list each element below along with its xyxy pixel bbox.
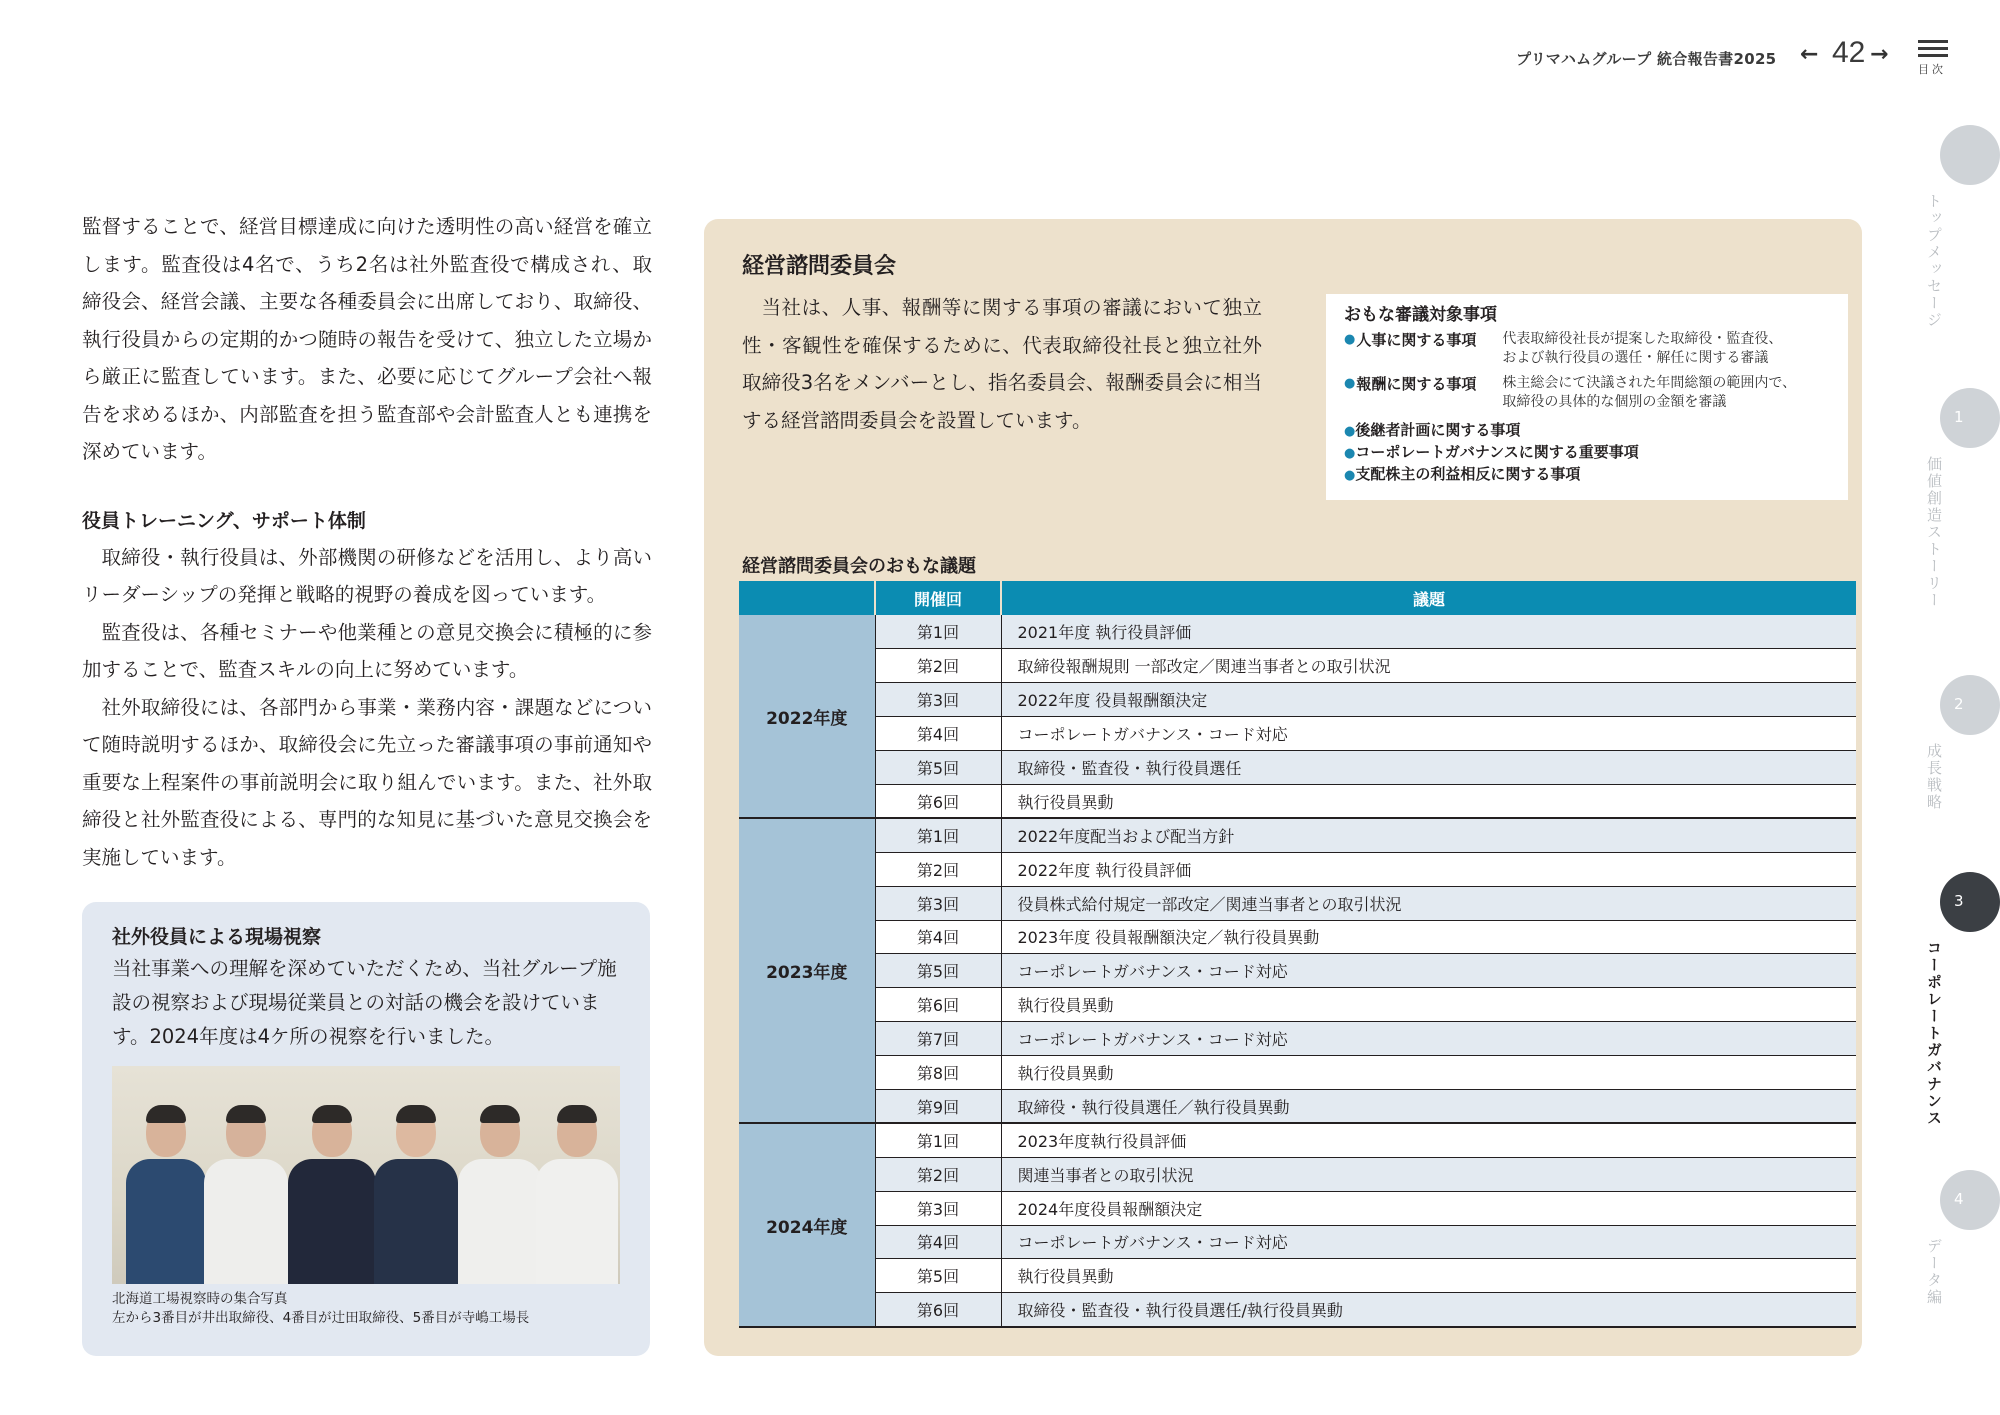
- topic-cell: 執行役員異動: [1001, 988, 1856, 1022]
- sidenav-item-data[interactable]: [1918, 1170, 2000, 1306]
- site-visit-title: 社外役員による現場視察: [112, 926, 322, 948]
- round-cell: 第3回: [875, 683, 1001, 717]
- site-visit-box: [82, 902, 650, 1356]
- topic-item: ●後継者計画に関する事項: [1344, 421, 1521, 439]
- report-title: プリマハムグループ 統合報告書2025: [1516, 50, 1777, 68]
- topic-cell: 2024年度役員報酬額決定: [1001, 1191, 1856, 1225]
- topic-cell: 2022年度配当および配当方針: [1001, 818, 1856, 852]
- col-header-year: [739, 581, 875, 615]
- round-cell: 第1回: [875, 818, 1001, 852]
- sidenav-label: データ編: [1925, 1238, 1943, 1306]
- round-cell: 第2回: [875, 649, 1001, 683]
- round-cell: 第6回: [875, 988, 1001, 1022]
- sidenav-label: 成長戦略: [1925, 743, 1943, 811]
- topic-cell: 2021年度 執行役員評価: [1001, 615, 1856, 649]
- sidenav-item-top-message[interactable]: [1918, 125, 2000, 329]
- topic-item: [1344, 374, 1830, 412]
- advisory-committee-title: 経営諮問委員会: [742, 254, 897, 279]
- topic-cell: 取締役報酬規則 一部改定／関連当事者との取引状況: [1001, 649, 1856, 683]
- main-topics-box: [1326, 294, 1848, 500]
- agenda-table: [739, 581, 1856, 1328]
- topic-cell: 執行役員異動: [1001, 1259, 1856, 1293]
- topic-cell: 取締役・執行役員選任／執行役員異動: [1001, 1089, 1856, 1123]
- table-row: [739, 784, 1856, 818]
- table-row: [739, 615, 1856, 649]
- topic-cell: 2023年度執行役員評価: [1001, 1123, 1856, 1157]
- section-tab-circle: 3: [1940, 872, 2000, 932]
- table-row: [739, 751, 1856, 785]
- round-cell: 第9回: [875, 1089, 1001, 1123]
- topic-desc: 代表取締役社長が提案した取締役・監査役、 および執行役員の選任・解任に関する審議: [1502, 331, 1783, 366]
- round-cell: 第4回: [875, 920, 1001, 954]
- topic-cell: コーポレートガバナンス・コード対応: [1001, 717, 1856, 751]
- table-row: [739, 886, 1856, 920]
- next-page-arrow-icon[interactable]: →: [1870, 42, 1889, 67]
- hamburger-menu-icon: [1918, 40, 1948, 43]
- table-row: [739, 988, 1856, 1022]
- topic-cell: コーポレートガバナンス・コード対応: [1001, 954, 1856, 988]
- table-row: [739, 1191, 1856, 1225]
- table-row: [739, 1123, 1856, 1157]
- bullet-icon: ●: [1344, 424, 1356, 439]
- table-row: [739, 1225, 1856, 1259]
- table-row: [739, 683, 1856, 717]
- round-cell: 第4回: [875, 717, 1001, 751]
- sidenav-label: トップメッセージ: [1925, 193, 1943, 329]
- table-row: [739, 1056, 1856, 1090]
- round-cell: 第3回: [875, 886, 1001, 920]
- topic-item: [1344, 330, 1830, 368]
- col-header-round: 開催回: [875, 581, 1001, 615]
- year-cell: 2024年度: [739, 1123, 875, 1326]
- year-cell: 2023年度: [739, 818, 875, 1123]
- topic-cell: 執行役員異動: [1001, 1056, 1856, 1090]
- round-cell: 第2回: [875, 852, 1001, 886]
- round-cell: 第1回: [875, 1123, 1001, 1157]
- round-cell: 第8回: [875, 1056, 1001, 1090]
- table-row: [739, 1293, 1856, 1327]
- table-row: [739, 920, 1856, 954]
- year-cell: 2022年度: [739, 615, 875, 818]
- round-cell: 第5回: [875, 954, 1001, 988]
- section-tab-circle: 4: [1940, 1170, 2000, 1230]
- table-row: [739, 717, 1856, 751]
- sidenav-label: 価値創造ストーリー: [1925, 456, 1943, 609]
- topic-cell: 2022年度 役員報酬額決定: [1001, 683, 1856, 717]
- sidenav-item-corporate-governance[interactable]: [1918, 872, 2000, 1127]
- bullet-icon: ●: [1344, 332, 1356, 347]
- menu-label: 目次: [1918, 63, 1946, 76]
- topic-cell: 2023年度 役員報酬額決定／執行役員異動: [1001, 920, 1856, 954]
- training-paragraph: 取締役・執行役員は、外部機関の研修などを活用し、より高いリーダーシップの発揮と戦略的視野の養成を図っています。: [82, 545, 652, 606]
- table-row: [739, 1157, 1856, 1191]
- group-photo: [112, 1066, 620, 1284]
- sidenav-label: コーポレートガバナンス: [1925, 940, 1943, 1127]
- table-of-contents-button[interactable]: [1918, 40, 1950, 80]
- topic-item: ●コーポレートガバナンスに関する重要事項: [1344, 443, 1639, 461]
- round-cell: 第5回: [875, 751, 1001, 785]
- section-tab-circle: [1940, 125, 2000, 185]
- bullet-icon: ●: [1344, 468, 1356, 483]
- photo-caption: [112, 1290, 620, 1328]
- sidenav-item-value-creation[interactable]: [1918, 388, 2000, 609]
- table-row: [739, 852, 1856, 886]
- table-row: [739, 954, 1856, 988]
- bullet-icon: ●: [1344, 446, 1356, 461]
- bullet-icon: ●: [1344, 376, 1356, 391]
- prev-page-arrow-icon[interactable]: ←: [1800, 42, 1819, 67]
- agenda-table-title: 経営諮問委員会のおもな議題: [742, 556, 976, 577]
- topic-cell: 2022年度 執行役員評価: [1001, 852, 1856, 886]
- left-column: [82, 208, 652, 876]
- topic-cell: 取締役・監査役・執行役員選任/執行役員異動: [1001, 1293, 1856, 1327]
- topic-item: ●支配株主の利益相反に関する事項: [1344, 465, 1581, 483]
- topic-cell: 取締役・監査役・執行役員選任: [1001, 751, 1856, 785]
- topic-cell: 関連当事者との取引状況: [1001, 1157, 1856, 1191]
- advisory-committee-body: 当社は、人事、報酬等に関する事項の審議において独立性・客観性を確保するために、代表取締役社長と独立社外取締役3名をメンバーとし、指名委員会、報酬委員会に相当する経営諮問委員会を設置しています。: [742, 296, 1262, 432]
- section-tab-circle: 2: [1940, 675, 2000, 735]
- topic-label: 人事に関する事項: [1356, 331, 1477, 349]
- table-row: [739, 818, 1856, 852]
- table-row: [739, 1089, 1856, 1123]
- hamburger-menu-icon-bar: [1918, 54, 1948, 57]
- topic-desc: 株主総会にて決議された年間総額の範囲内で、 取締役の具体的な個別の金額を審議: [1502, 375, 1797, 410]
- round-cell: 第5回: [875, 1259, 1001, 1293]
- main-topics-title: おもな審議対象事項: [1344, 305, 1497, 325]
- page-number: 42: [1832, 36, 1866, 69]
- training-heading: 役員トレーニング、サポート体制: [82, 509, 366, 532]
- topic-cell: 執行役員異動: [1001, 784, 1856, 818]
- table-row: [739, 1259, 1856, 1293]
- table-row: [739, 1022, 1856, 1056]
- advisory-committee-panel: [704, 219, 1862, 1356]
- audit-paragraph: 監督することで、経営目標達成に向けた透明性の高い経営を確立します。監査役は4名で、うち2名は社外監査役で構成され、取締役会、経営会議、主要な各種委員会に出席しており、取締役、執行役員からの定期的かつ随時の報告を受けて、独立した立場から厳正に監査しています。また、必要に応じてグループ会社へ報告を求めるほか、内部監査を担う監査部や会計監査人とも連携を深めています。: [82, 215, 652, 463]
- site-visit-body: 当社事業への理解を深めていただくため、当社グループ施設の視察および現場従業員との対話の機会を設けています。2024年度は4ケ所の視察を行いました。: [112, 957, 617, 1048]
- topic-cell: コーポレートガバナンス・コード対応: [1001, 1022, 1856, 1056]
- round-cell: 第6回: [875, 784, 1001, 818]
- round-cell: 第7回: [875, 1022, 1001, 1056]
- table-row: [739, 649, 1856, 683]
- caption-line: 北海道工場視察時の集合写真: [112, 1291, 288, 1307]
- topic-cell: コーポレートガバナンス・コード対応: [1001, 1225, 1856, 1259]
- training-paragraph: 監査役は、各種セミナーや他業種との意見交換会に積極的に参加することで、監査スキルの向上に努めています。: [82, 620, 652, 681]
- training-paragraph: 社外取締役には、各部門から事業・業務内容・課題などについて随時説明するほか、取締役会に先立った審議事項の事前通知や重要な上程案件の事前説明会に取り組んでいます。また、社外取締役と社外監査役による、専門的な知見に基づいた意見交換会を実施しています。: [82, 695, 652, 869]
- topic-label: 報酬に関する事項: [1356, 375, 1477, 393]
- caption-line: 左から3番目が井出取締役、4番目が辻田取締役、5番目が寺嶋工場長: [112, 1310, 530, 1326]
- topic-cell: 役員株式給付規定一部改定／関連当事者との取引状況: [1001, 886, 1856, 920]
- round-cell: 第3回: [875, 1191, 1001, 1225]
- round-cell: 第1回: [875, 615, 1001, 649]
- section-tab-circle: 1: [1940, 388, 2000, 448]
- round-cell: 第4回: [875, 1225, 1001, 1259]
- round-cell: 第6回: [875, 1293, 1001, 1327]
- col-header-topic: 議題: [1001, 581, 1856, 615]
- round-cell: 第2回: [875, 1157, 1001, 1191]
- sidenav-item-growth-strategy[interactable]: [1918, 675, 2000, 811]
- hamburger-menu-icon-bar: [1918, 47, 1948, 50]
